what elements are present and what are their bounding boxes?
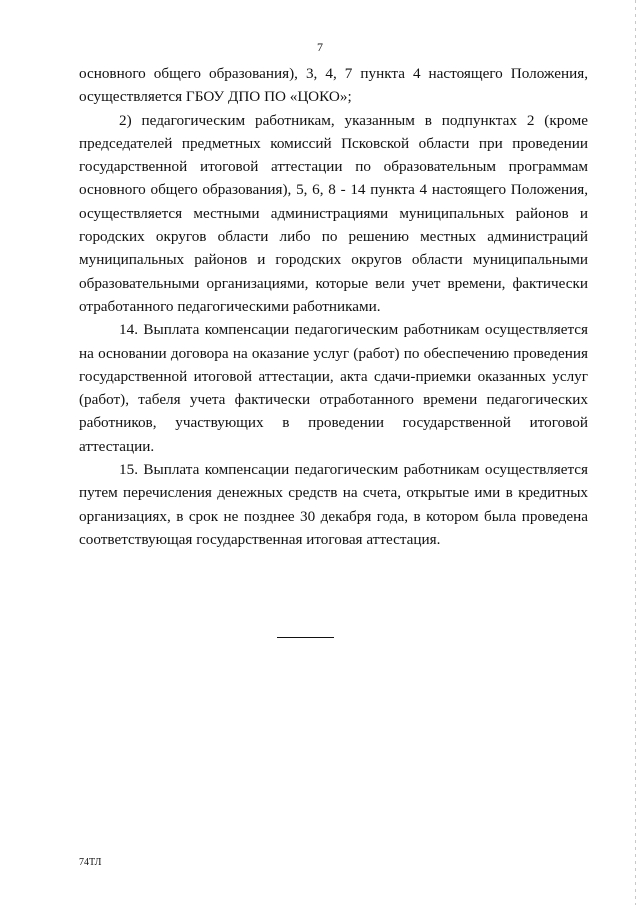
paragraph-item-2: 2) педагогическим работникам, указанным в подпунктах 2 (кроме председателей предметных комиссий Псковской области при проведении государственной итоговой аттестации по образовательным программам основного общего образования), 5, 6, 8 - 14 пункта 4 настоящего Положения, осуществляется местными администрациями муниципальных районов и городских округов области либо по решению местных администраций муниципальных районов и городских округов области муниципальными образовательными организациями, которые вели учет времени, фактически отработанного педагогическими работниками. [79,111,588,315]
document-body [79,62,588,551]
footer-code: 74ТЛ [79,857,102,868]
paragraph-clause-15: 15. Выплата компенсации педагогическим работникам осуществляется путем перечисления денежных средств на счета, открытые ими в кредитных организациях, в срок не позднее 30 декабря года, в котором была проведена соответствующая государственная итоговая аттестация. [79,461,588,548]
page-number: 7 [317,40,323,54]
closing-rule [277,637,334,638]
paragraph-clause-14: 14. Выплата компенсации педагогическим работникам осуществляется на основании договора на оказание услуг (работ) по обеспечению проведения государственной итоговой аттестации, акта сдачи-приемки оказанных услуг (работ), табеля учета фактически отработанного времени педагогических работников, участвующих в проведении государственной итоговой аттестации. [79,321,588,455]
scan-edge-line [635,0,636,905]
paragraph-continuation: основного общего образования), 3, 4, 7 пункта 4 настоящего Положения, осуществляется ГБОУ ДПО ПО «ЦОКО»; [79,65,588,106]
